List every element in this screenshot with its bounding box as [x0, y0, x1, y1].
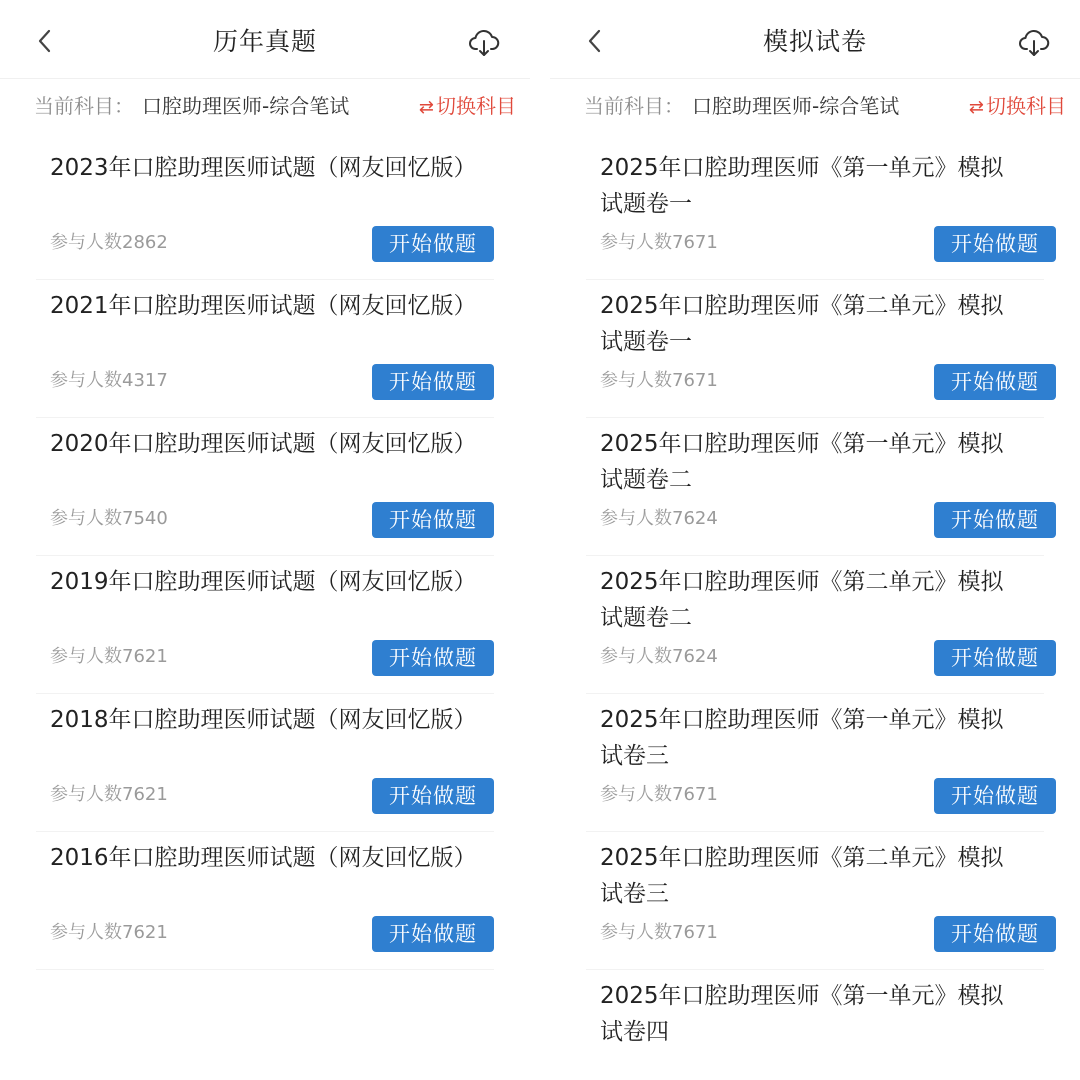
start-exam-button[interactable]: 开始做题 — [934, 778, 1056, 814]
subject-bar — [0, 83, 530, 129]
switch-subject-label: 切换科目 — [986, 94, 1066, 118]
exam-title: 2021年口腔助理医师试题（网友回忆版） — [50, 293, 477, 319]
participant-count: 参与人数7621 — [50, 784, 168, 805]
participant-count: 参与人数7540 — [50, 508, 168, 529]
exam-title: 2023年口腔助理医师试题（网友回忆版） — [50, 155, 477, 181]
nav-bar — [0, 0, 530, 79]
participant-count: 参与人数7671 — [600, 922, 718, 943]
participant-count: 参与人数7624 — [600, 646, 718, 667]
start-exam-button[interactable]: 开始做题 — [372, 364, 494, 400]
start-exam-button[interactable]: 开始做题 — [934, 640, 1056, 676]
swap-arrows-icon: ⇄ — [968, 97, 984, 118]
participant-count: 参与人数7621 — [50, 646, 168, 667]
cloud-download-icon — [1018, 28, 1050, 58]
download-button[interactable] — [1018, 28, 1050, 58]
exam-list — [550, 142, 1080, 1080]
download-button[interactable] — [468, 28, 500, 58]
list-item — [36, 556, 494, 694]
list-item — [586, 556, 1044, 694]
subject-name: 口腔助理医师-综合笔试 — [142, 94, 350, 118]
mock-exams-screen — [550, 0, 1080, 1080]
swap-arrows-icon: ⇄ — [418, 97, 434, 118]
start-exam-button[interactable]: 开始做题 — [934, 916, 1056, 952]
participant-count: 参与人数7624 — [600, 508, 718, 529]
list-item — [586, 142, 1044, 280]
exam-title: 2025年口腔助理医师《第一单元》模拟试卷三 — [600, 707, 1004, 769]
list-item — [586, 418, 1044, 556]
list-item — [36, 418, 494, 556]
list-item — [36, 280, 494, 418]
participant-count: 参与人数7671 — [600, 370, 718, 391]
exam-title: 2016年口腔助理医师试题（网友回忆版） — [50, 845, 477, 871]
participant-count: 参与人数7671 — [600, 784, 718, 805]
past-exams-screen — [0, 0, 530, 1080]
participant-count: 参与人数2862 — [50, 232, 168, 253]
exam-title: 2025年口腔助理医师《第二单元》模拟试卷三 — [600, 845, 1004, 907]
exam-title: 2025年口腔助理医师《第一单元》模拟试题卷二 — [600, 431, 1004, 493]
exam-list — [0, 142, 530, 970]
page-title: 模拟试卷 — [762, 27, 867, 56]
switch-subject-label: 切换科目 — [436, 94, 516, 118]
list-item — [586, 832, 1044, 970]
switch-subject-button[interactable] — [419, 91, 516, 123]
exam-title: 2025年口腔助理医师《第一单元》模拟试卷四 — [600, 983, 1004, 1045]
subject-name: 口腔助理医师-综合笔试 — [692, 94, 900, 118]
start-exam-button[interactable]: 开始做题 — [372, 778, 494, 814]
start-exam-button[interactable]: 开始做题 — [372, 916, 494, 952]
exam-title: 2019年口腔助理医师试题（网友回忆版） — [50, 569, 477, 595]
list-item — [36, 694, 494, 832]
subject-prefix-label: 当前科目： — [34, 94, 134, 118]
start-exam-button[interactable]: 开始做题 — [372, 502, 494, 538]
participant-count: 参与人数4317 — [50, 370, 168, 391]
participant-count: 参与人数7621 — [50, 922, 168, 943]
list-item — [36, 142, 494, 280]
list-item — [36, 832, 494, 970]
start-exam-button[interactable]: 开始做题 — [934, 364, 1056, 400]
nav-bar — [550, 0, 1080, 79]
list-item — [586, 694, 1044, 832]
exam-title: 2020年口腔助理医师试题（网友回忆版） — [50, 431, 477, 457]
exam-title: 2025年口腔助理医师《第二单元》模拟试题卷一 — [600, 293, 1004, 355]
exam-title: 2025年口腔助理医师《第二单元》模拟试题卷二 — [600, 569, 1004, 631]
start-exam-button[interactable]: 开始做题 — [934, 226, 1056, 262]
start-exam-button[interactable]: 开始做题 — [372, 640, 494, 676]
cloud-download-icon — [468, 28, 500, 58]
list-item — [586, 970, 1044, 1080]
exam-title: 2025年口腔助理医师《第一单元》模拟试题卷一 — [600, 155, 1004, 217]
switch-subject-button[interactable] — [969, 91, 1066, 123]
page-title: 历年真题 — [212, 27, 317, 56]
list-item — [586, 280, 1044, 418]
subject-prefix-label: 当前科目： — [584, 94, 684, 118]
start-exam-button[interactable]: 开始做题 — [372, 226, 494, 262]
exam-title: 2018年口腔助理医师试题（网友回忆版） — [50, 707, 477, 733]
participant-count: 参与人数7671 — [600, 232, 718, 253]
start-exam-button[interactable]: 开始做题 — [934, 502, 1056, 538]
subject-bar — [550, 83, 1080, 129]
